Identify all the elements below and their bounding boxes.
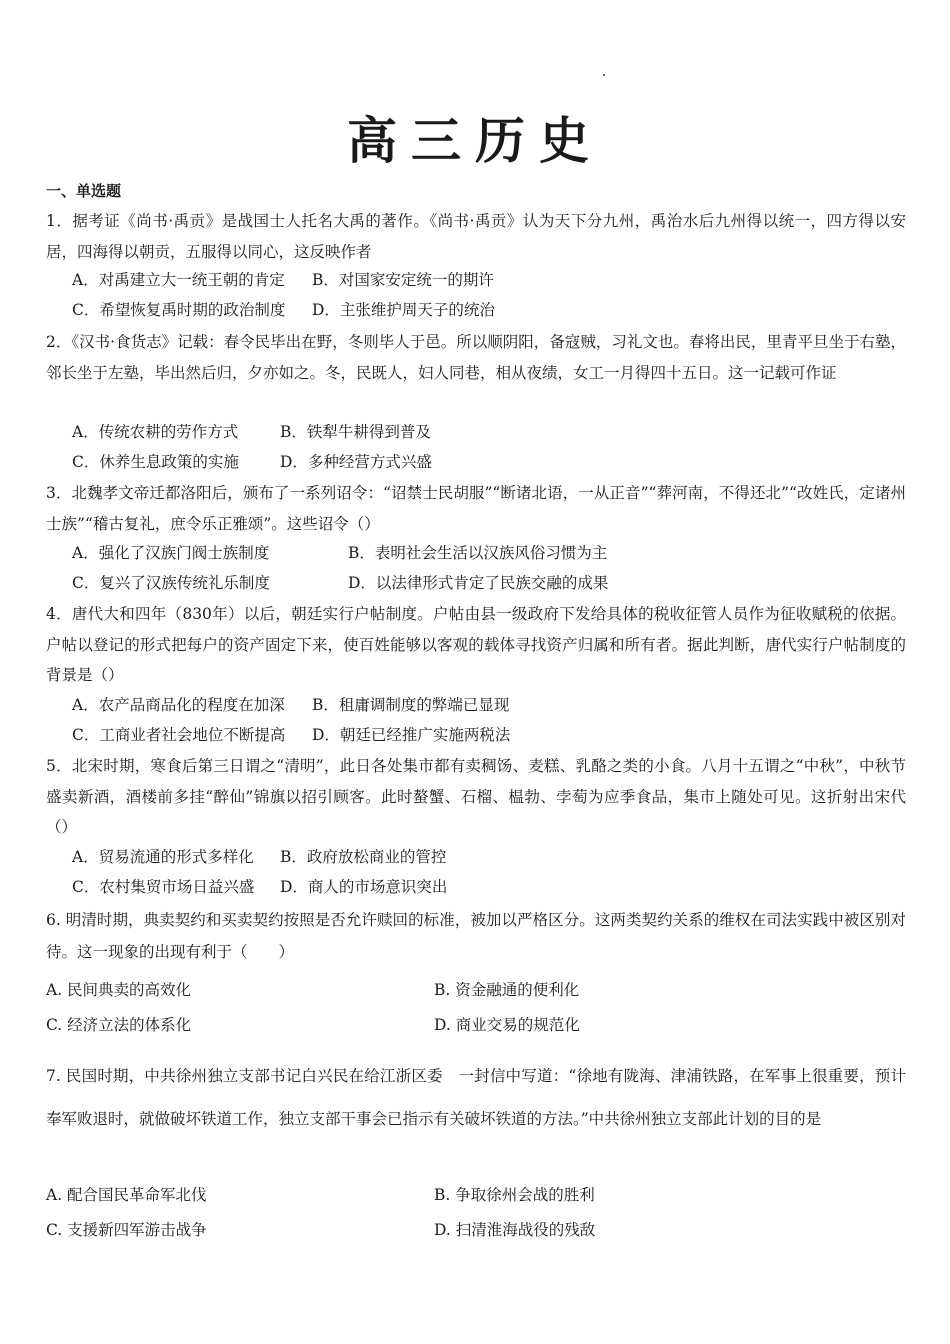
question-4-option-d: D．朝廷已经推广实施两税法: [312, 726, 511, 744]
question-3-option-b: B．表明社会生活以汉族风俗习惯为主: [348, 544, 608, 562]
question-1-option-b: B．对国家安定统一的期许: [312, 271, 494, 289]
question-4-stem: 4．唐代大和四年（830年）以后，朝廷实行户帖制度。户帖由县一级政府下发给具体的税收征管人员作为征收赋税的依据。户帖以登记的形式把每户的资产固定下来，使百姓能够以客观的载体寻找资产归属和所有者。据此判断，唐代实行户帖制度的背景是（）: [46, 605, 906, 684]
question-1-option-c: C．希望恢复禹时期的政治制度: [72, 301, 286, 319]
question-1-stem: 1．据考证《尚书·禹贡》是战国士人托名大禹的著作。《尚书·禹贡》认为天下分九州，禹治水后九州得以统一，四方得以安居，四海得以朝贡，五服得以同心，这反映作者: [46, 212, 906, 261]
question-5-option-d: D．商人的市场意识突出: [280, 878, 448, 896]
question-3-option-d: D．以法律形式肯定了民族交融的成果: [348, 574, 609, 592]
page-title: 高三历史: [347, 112, 603, 170]
question-5-stem: 5．北宋时期，寒食后第三日谓之“清明”，此日各处集市都有卖稠饧、麦糕、乳酪之类的小食。八月十五谓之“中秋”，中秋节盛卖新酒，酒楼前多挂“醉仙”锦旗以招引顾客。此时螯蟹、石榴、榅勃、孛萄为应季食品，集市上随处可见。这折射出宋代（）: [46, 757, 906, 836]
question-2-option-b: B．铁犁牛耕得到普及: [280, 423, 431, 441]
question-1-option-a: A．对禹建立大一统王朝的肯定: [72, 271, 285, 289]
question-3-option-c: C．复兴了汉族传统礼乐制度: [72, 574, 270, 592]
question-6-option-c: C. 经济立法的体系化: [46, 1016, 192, 1034]
question-2-option-c: C．休养生息政策的实施: [72, 453, 239, 471]
question-7-option-c: C. 支援新四军游击战争: [46, 1221, 207, 1239]
question-6-option-a: A. 民间典卖的高效化: [46, 981, 192, 999]
question-2-option-a: A．传统农耕的劳作方式: [72, 423, 239, 441]
decorative-dot: [603, 74, 605, 76]
question-6-stem: 6. 明清时期，典卖契约和买卖契约按照是否允许赎回的标准，被加以严格区分。这两类契约关系的维权在司法实践中被区别对待。这一现象的出现有利于（ ）: [46, 911, 906, 961]
question-6-option-d: D. 商业交易的规范化: [434, 1016, 580, 1034]
question-7-option-d: D. 扫清淮海战役的残敌: [434, 1221, 596, 1239]
question-2-stem: 2．《汉书·食货志》记载：春令民毕出在野，冬则毕人于邑。所以顺阴阳，备寇贼，习礼文也。春将出民，里青平旦坐于右塾，邻长坐于左塾，毕出然后归，夕亦如之。冬，民既人，妇人同巷，相从夜绩，女工一月得四十五日。这一记载可作证: [46, 333, 906, 382]
question-2-option-d: D．多种经营方式兴盛: [280, 453, 432, 471]
question-7-option-a: A. 配合国民革命军北伐: [46, 1186, 207, 1204]
question-5-option-b: B．政府放松商业的管控: [280, 848, 447, 866]
question-5-option-c: C．农村集贸市场日益兴盛: [72, 878, 255, 896]
question-3-option-a: A．强化了汉族门阀士族制度: [72, 544, 270, 562]
question-5-option-a: A．贸易流通的形式多样化: [72, 848, 254, 866]
question-7-option-b: B. 争取徐州会战的胜利: [434, 1186, 595, 1204]
section-heading: 一、单选题: [46, 182, 122, 200]
question-1-option-d: D．主张维护周天子的统治: [312, 301, 495, 319]
question-7-stem: 7. 民国时期，中共徐州独立支部书记白兴民在给江浙区委 一封信中写道：“徐地有陇海、津浦铁路，在军事上很重要，预计奉军败退时，就做破坏铁道工作，独立支部干事会已指示有关破坏铁道的方法。”中共徐州独立支部此计划的目的是: [46, 1067, 906, 1128]
question-4-option-a: A．农产品商品化的程度在加深: [72, 696, 285, 714]
question-4-option-c: C．工商业者社会地位不断提高: [72, 726, 286, 744]
question-3-stem: 3．北魏孝文帝迁都洛阳后，颁布了一系列诏令：“诏禁士民胡服”“断诸北语，一从正音”“葬河南，不得还北”“改姓氏，定诸州士族”“稽古复礼，庶令乐正雅颂”。这些诏令（）: [46, 484, 906, 533]
question-6-option-b: B. 资金融通的便利化: [434, 981, 580, 999]
question-4-option-b: B．租庸调制度的弊端已显现: [312, 696, 510, 714]
